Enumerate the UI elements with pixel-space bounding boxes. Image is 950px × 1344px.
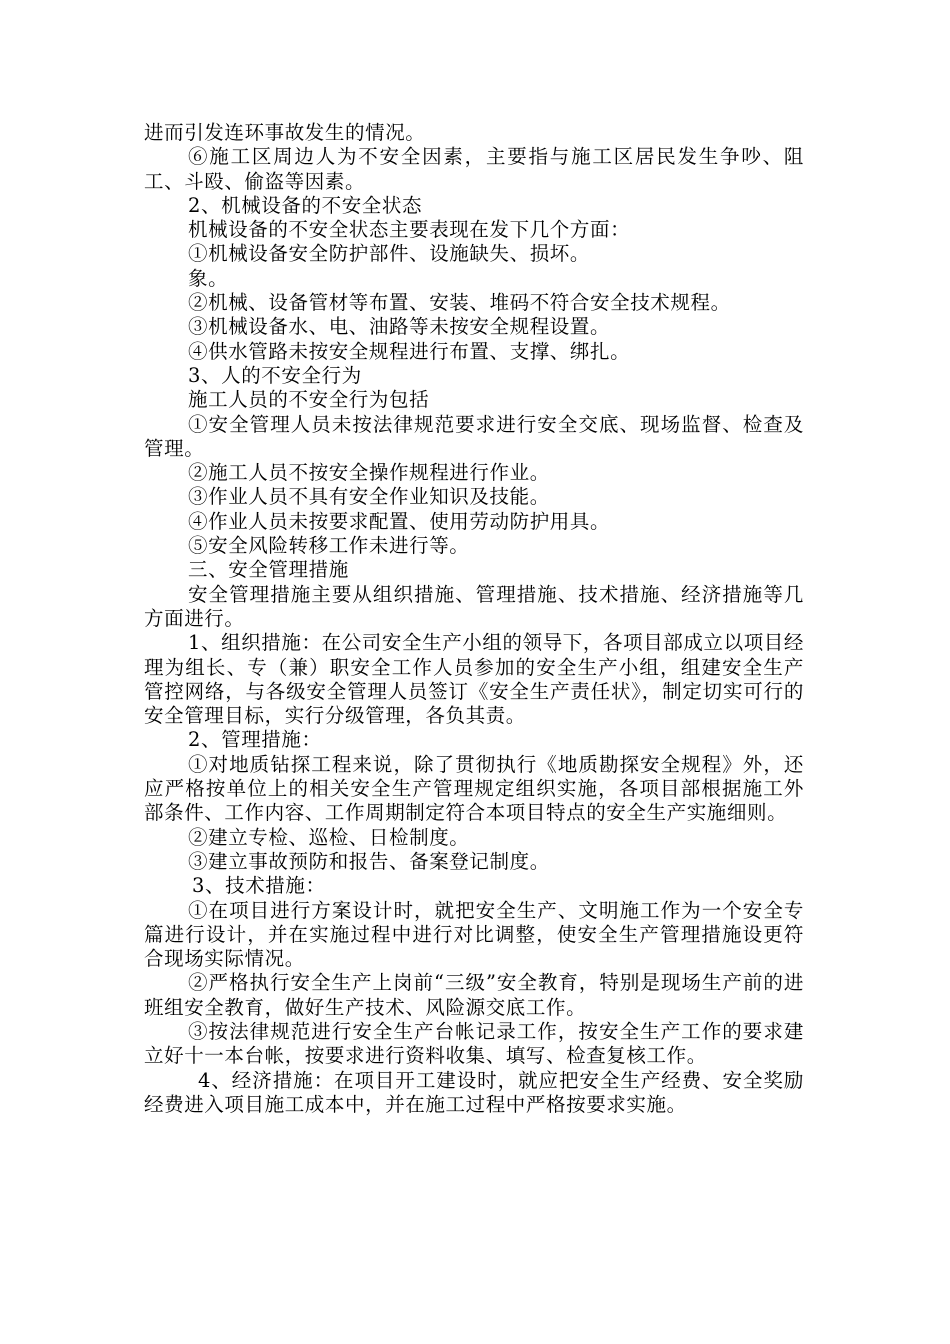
paragraph-technical-item-1: ①在项目进行方案设计时，就把安全生产、文明施工作为一个安全专篇进行设计，并在实施过程中进行对比调整，使安全生产管理措施设更符合现场实际情况。 <box>144 898 804 971</box>
section-heading-machinery: 2、机械设备的不安全状态 <box>188 193 423 217</box>
paragraph-technical-item-2: ②严格执行安全生产上岗前“三级”安全教育，特别是现场生产前的进班组安全教育，做好生产技术、风险源交底工作。 <box>144 971 804 1019</box>
paragraph-human-item-2: ②施工人员不按安全操作规程进行作业。 <box>188 461 550 485</box>
paragraph-human-item-3: ③作业人员不具有安全作业知识及技能。 <box>188 485 550 509</box>
paragraph-measures-intro: 安全管理措施主要从组织措施、管理措施、技术措施、经济措施等几方面进行。 <box>144 582 804 630</box>
paragraph-management-item-1: ①对地质钻探工程来说，除了贯彻执行《地质勘探安全规程》外，还应严格按单位上的相关安全生产管理规定组织实施，各项目部根据施工外部条件、工作内容、工作周期制定符合本项目特点的安全生产实施细则。 <box>144 752 804 825</box>
section-heading-human: 3、人的不安全行为 <box>188 363 362 387</box>
paragraph-organizational-measures: 1、组织措施：在公司安全生产小组的领导下，各项目部成立以项目经理为组长、专（兼）职安全工作人员参加的安全生产小组，组建安全生产管控网络，与各级安全管理人员签订《安全生产责任状》，制定切实可行的安全管理目标，实行分级管理，各负其责。 <box>144 631 805 728</box>
paragraph-technical-item-3: ③按法律规范进行安全生产台帐记录工作，按安全生产工作的要求建立好十一本台帐，按要求进行资料收集、填写、检查复核工作。 <box>144 1019 804 1068</box>
paragraph-human-item-1: ①安全管理人员未按法律规范要求进行安全交底、现场监督、检查及管理。 <box>144 412 804 460</box>
section-heading-management-measures: 2、管理措施： <box>188 728 322 752</box>
paragraph-economic-measures: 4、经济措施：在项目开工建设时，就应把安全生产经费、安全奖励经费进入项目施工成本中，并在施工过程中严格按要求实施。 <box>144 1068 804 1116</box>
paragraph-machinery-item-2: ②机械、设备管材等布置、安装、堆码不符合安全技术规程。 <box>188 291 731 315</box>
paragraph-management-item-2: ②建立专检、巡检、日检制度。 <box>188 825 470 849</box>
document-body <box>144 121 804 1117</box>
section-heading-measures: 三、安全管理措施 <box>188 558 349 582</box>
paragraph-machinery-item-4: ④供水管路未按安全规程进行布置、支撑、绑扎。 <box>188 339 631 363</box>
paragraph-item-6: ⑥施工区周边人为不安全因素，主要指与施工区居民发生争吵、阻工、斗殴、偷盗等因素。 <box>144 145 804 193</box>
paragraph-machinery-item-3: ③机械设备水、电、油路等未按安全规程设置。 <box>188 315 611 339</box>
paragraph-continuation: 进而引发连环事故发生的情况。 <box>144 121 426 144</box>
paragraph-human-item-5: ⑤安全风险转移工作未进行等。 <box>188 534 470 558</box>
paragraph-management-item-3: ③建立事故预防和报告、备案登记制度。 <box>188 849 550 873</box>
paragraph-machinery-intro: 机械设备的不安全状态主要表现在发下几个方面： <box>188 218 631 242</box>
paragraph-machinery-item-1: ①机械设备安全防护部件、设施缺失、损坏。 <box>188 242 591 266</box>
paragraph-human-item-4: ④作业人员未按要求配置、使用劳动防护用具。 <box>188 509 611 533</box>
section-heading-technical-measures: 3、技术措施： <box>192 874 326 898</box>
paragraph-stray-fragment: 象。 <box>188 266 229 290</box>
paragraph-human-intro: 施工人员的不安全行为包括 <box>188 388 430 412</box>
